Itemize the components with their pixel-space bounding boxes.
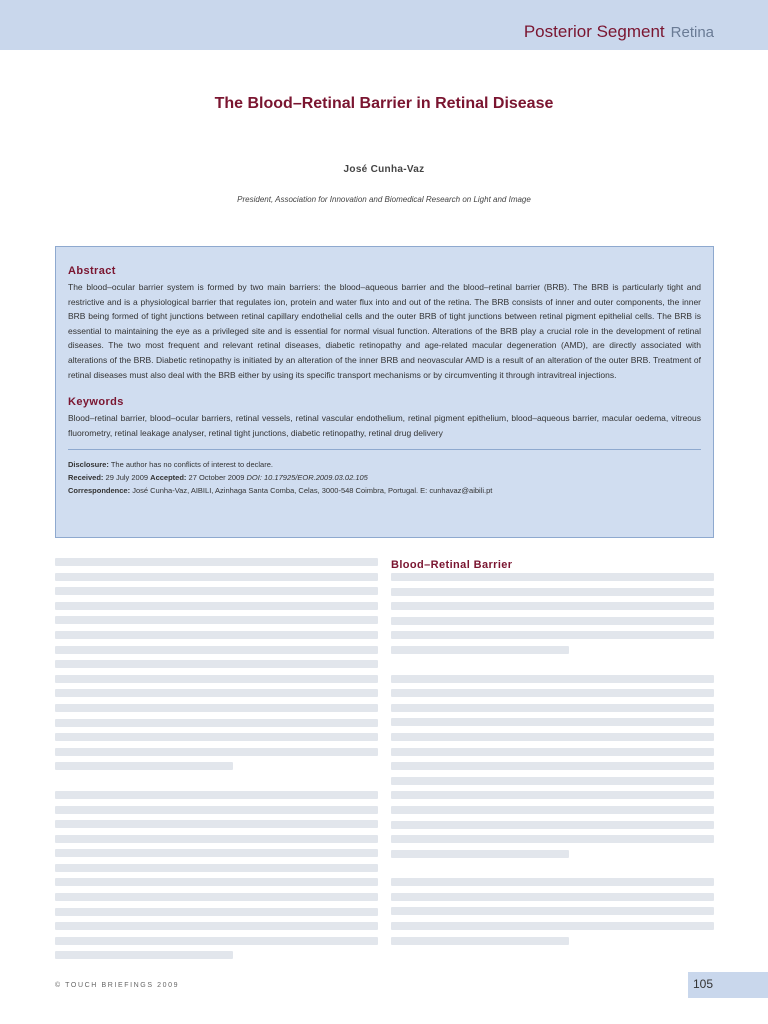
text-line-placeholder <box>391 631 714 639</box>
text-line-placeholder <box>55 733 378 741</box>
body-column-right <box>391 558 714 951</box>
text-line-placeholder <box>55 748 378 756</box>
text-line-placeholder <box>55 835 378 843</box>
text-line-placeholder <box>391 675 714 683</box>
dates-line <box>68 471 701 484</box>
text-line-placeholder <box>391 893 714 901</box>
text-line-placeholder <box>55 849 378 857</box>
body-paragraph <box>391 675 714 858</box>
correspondence-label: Correspondence: <box>68 486 131 496</box>
text-line-placeholder <box>55 689 378 697</box>
text-line-placeholder <box>391 646 569 654</box>
keywords-text: Blood–retinal barrier, blood–ocular barriers, retinal vessels, retinal vascular endothelium, retinal pigment epithelium, blood–aqueous barrier, macular oedema, vitreous fluorometry, retinal leakage analyser, retinal tight junctions, diabetic retinopathy, retinal drug delivery <box>68 413 701 438</box>
text-line-placeholder <box>55 660 378 668</box>
text-line-placeholder <box>55 704 378 712</box>
doi: DOI: 10.17925/EOR.2009.03.02.105 <box>246 473 368 483</box>
body-paragraph <box>55 558 378 770</box>
section-heading: Blood–Retinal Barrier <box>391 559 513 571</box>
text-line-placeholder <box>55 951 233 959</box>
text-line-placeholder <box>391 602 714 610</box>
body-paragraph <box>391 573 714 654</box>
subsection-name: Retina <box>670 24 714 41</box>
text-line-placeholder <box>391 573 714 581</box>
text-line-placeholder <box>391 791 714 799</box>
text-line-placeholder <box>391 588 714 596</box>
keywords-heading: Keywords <box>68 396 124 409</box>
disclosure-label: Disclosure: <box>68 460 109 470</box>
text-line-placeholder <box>391 689 714 697</box>
body-paragraph <box>55 791 378 960</box>
text-line-placeholder <box>391 922 714 930</box>
section-name: Posterior Segment <box>523 22 665 41</box>
text-line-placeholder <box>391 704 714 712</box>
author-affiliation: President, Association for Innovation and Biomedical Research on Light and Image <box>237 195 531 204</box>
text-line-placeholder <box>391 762 714 770</box>
disclosure-line <box>68 458 701 471</box>
body-column-left <box>55 558 378 966</box>
article-title: The Blood–Retinal Barrier in Retinal Disease <box>214 95 554 112</box>
text-line-placeholder <box>55 937 378 945</box>
text-line-placeholder <box>55 791 378 799</box>
text-line-placeholder <box>55 602 378 610</box>
text-line-placeholder <box>55 573 378 581</box>
text-line-placeholder <box>391 806 714 814</box>
section-title <box>524 22 714 42</box>
text-line-placeholder <box>391 617 714 625</box>
box-divider <box>68 449 701 450</box>
correspondence-line <box>68 484 701 497</box>
text-line-placeholder <box>55 864 378 872</box>
text-line-placeholder <box>55 719 378 727</box>
text-line-placeholder <box>55 646 378 654</box>
text-line-placeholder <box>55 820 378 828</box>
accepted-label: Accepted: <box>150 473 187 483</box>
text-line-placeholder <box>391 821 714 829</box>
abstract-heading: Abstract <box>68 265 116 277</box>
text-line-placeholder <box>55 878 378 886</box>
footer-copyright: © TOUCH BRIEFINGS 2009 <box>55 982 180 989</box>
article-author: José Cunha-Vaz <box>343 164 425 175</box>
text-line-placeholder <box>391 878 714 886</box>
body-paragraph <box>391 878 714 944</box>
text-line-placeholder <box>55 762 233 770</box>
accepted-date: 27 October 2009 <box>188 473 245 483</box>
text-line-placeholder <box>391 777 714 785</box>
text-line-placeholder <box>391 907 714 915</box>
text-line-placeholder <box>55 587 378 595</box>
text-line-placeholder <box>391 850 569 858</box>
text-line-placeholder <box>55 675 378 683</box>
page-number: 105 <box>692 977 714 991</box>
text-line-placeholder <box>391 718 714 726</box>
abstract-text: The blood–ocular barrier system is formed by two main barriers: the blood–aqueous barrier and the blood–retinal barrier (BRB). The BRB is particularly tight and restrictive and is a physiological barrier that regulates ion, protein and water flux into and out of the retina. The BRB consists of inner and outer components, the inner BRB being formed of tight junctions between retinal capillary endothelial cells and the outer BRB of tight junctions between retinal pigment epithelial cells. The BRB is essential to maintaining the eye as a privileged site and is essential for normal visual function. Alterations of the BRB play a crucial role in the development of retinal diseases. The two most frequent and relevant retinal diseases, diabetic retinopathy and age-related macular degeneration (AMD), are directly associated with alterations of the BRB. Diabetic retinopathy is initiated by an alteration of the inner BRB and neovascular AMD is a result of an alteration of the outer BRB. Treatment of retinal diseases must also deal with the BRB either by using its specific transport mechanisms or by circumventing it through intravitreal injections. <box>68 282 701 380</box>
text-line-placeholder <box>55 893 378 901</box>
correspondence-text: José Cunha-Vaz, AIBILI, Azinhaga Santa Comba, Celas, 3000-548 Coimbra, Portugal. E: cunhavaz@aibili.pt <box>132 486 493 496</box>
text-line-placeholder <box>55 616 378 624</box>
text-line-placeholder <box>55 631 378 639</box>
text-line-placeholder <box>55 806 378 814</box>
text-line-placeholder <box>55 558 378 566</box>
text-line-placeholder <box>391 835 714 843</box>
disclosure-text: The author has no conflicts of interest to declare. <box>110 460 273 470</box>
text-line-placeholder <box>391 937 569 945</box>
abstract-box <box>55 246 714 538</box>
text-line-placeholder <box>55 922 378 930</box>
received-label: Received: <box>68 473 104 483</box>
received-date: 29 July 2009 <box>105 473 149 483</box>
text-line-placeholder <box>391 748 714 756</box>
text-line-placeholder <box>391 733 714 741</box>
text-line-placeholder <box>55 908 378 916</box>
